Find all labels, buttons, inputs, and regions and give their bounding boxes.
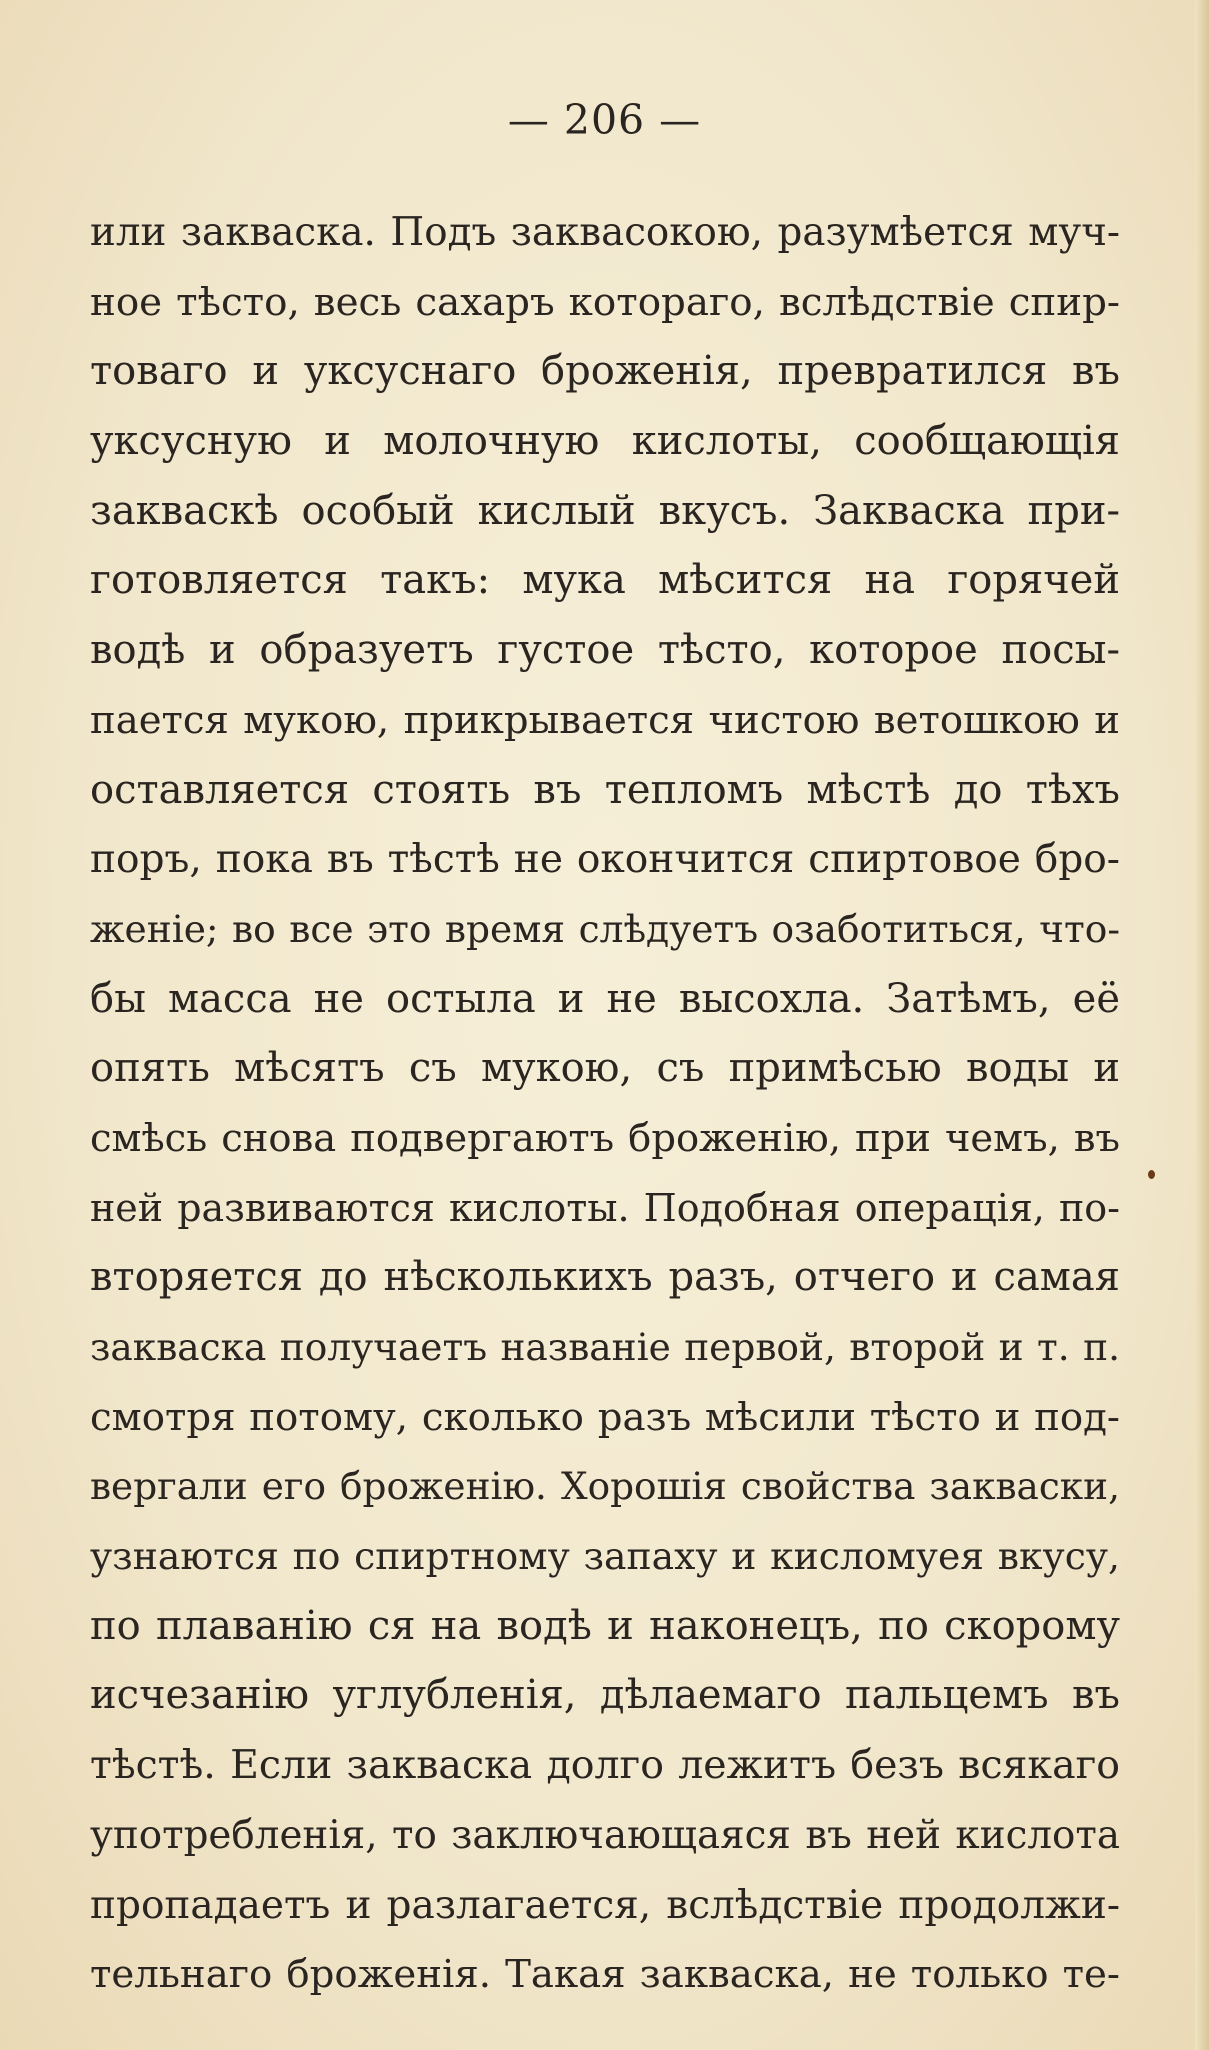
text-line: пропадаетъ и разлагается, вслѣдствіе продолжи- (90, 1882, 1120, 1928)
text-line: тѣстѣ. Если закваска долго лежитъ безъ всякаго (90, 1742, 1120, 1789)
text-line: оставляется стоять въ тепломъ мѣстѣ до тѣхъ (90, 766, 1120, 813)
text-line: женіе; во все это время слѣдуетъ озаботиться, что- (90, 906, 1120, 951)
text-line: ное тѣсто, весь сахаръ котораго, вслѣдствіе спир- (90, 279, 1120, 325)
body-text (90, 198, 1120, 2010)
text-line: смотря потому, сколько разъ мѣсили тѣсто и под- (90, 1394, 1120, 1440)
text-line: ней развиваются кислоты. Подобная операція, по- (90, 1185, 1120, 1230)
text-line: бы масса не остыла и не высохла. Затѣмъ, её (90, 975, 1120, 1022)
text-line: вторяется до нѣсколькихъ разъ, отчего и самая (90, 1254, 1120, 1301)
page-edge (1195, 0, 1209, 2050)
text-line: по плаванію ся на водѣ и наконецъ, по скорому (90, 1602, 1120, 1649)
text-line: тельнаго броженія. Такая закваска, не только те- (90, 1952, 1120, 1998)
text-line: товаго и уксуснаго броженія, превратился въ (90, 348, 1120, 395)
text-line: поръ, пока въ тѣстѣ не окончится спиртовое бро- (90, 837, 1120, 883)
text-line: исчезанію углубленія, дѣлаемаго пальцемъ въ (90, 1672, 1120, 1719)
text-line: пается мукою, прикрывается чистою ветошкою и (90, 697, 1120, 743)
page-number: — 206 — (507, 96, 702, 144)
text-line: вергали его броженію. Хорошія свойства закваски, (90, 1464, 1120, 1509)
ink-speck (1148, 1170, 1155, 1179)
text-line: узнаются по спиртному запаху и кисломуея вкусу, (90, 1534, 1120, 1579)
text-line: закваскѣ особый кислый вкусъ. Закваска при- (90, 487, 1120, 534)
text-line: готовляется такъ: мука мѣсится на горячей (90, 557, 1120, 604)
text-line: смѣсь снова подвергаютъ броженію, при чемъ, въ (90, 1115, 1120, 1161)
text-line: или закваска. Подъ заквасокою, разумѣется муч- (90, 210, 1120, 255)
text-line: опять мѣсятъ съ мукою, съ примѣсью воды и (90, 1045, 1120, 1092)
text-line: водѣ и образуетъ густое тѣсто, которое посы- (90, 627, 1120, 674)
text-line: уксусную и молочную кислоты, сообщающія (90, 418, 1120, 465)
text-line: закваска получаетъ названіе первой, второй и т. п. (90, 1325, 1120, 1369)
text-line: употребленія, то заключающаяся въ ней кислота (90, 1812, 1120, 1858)
